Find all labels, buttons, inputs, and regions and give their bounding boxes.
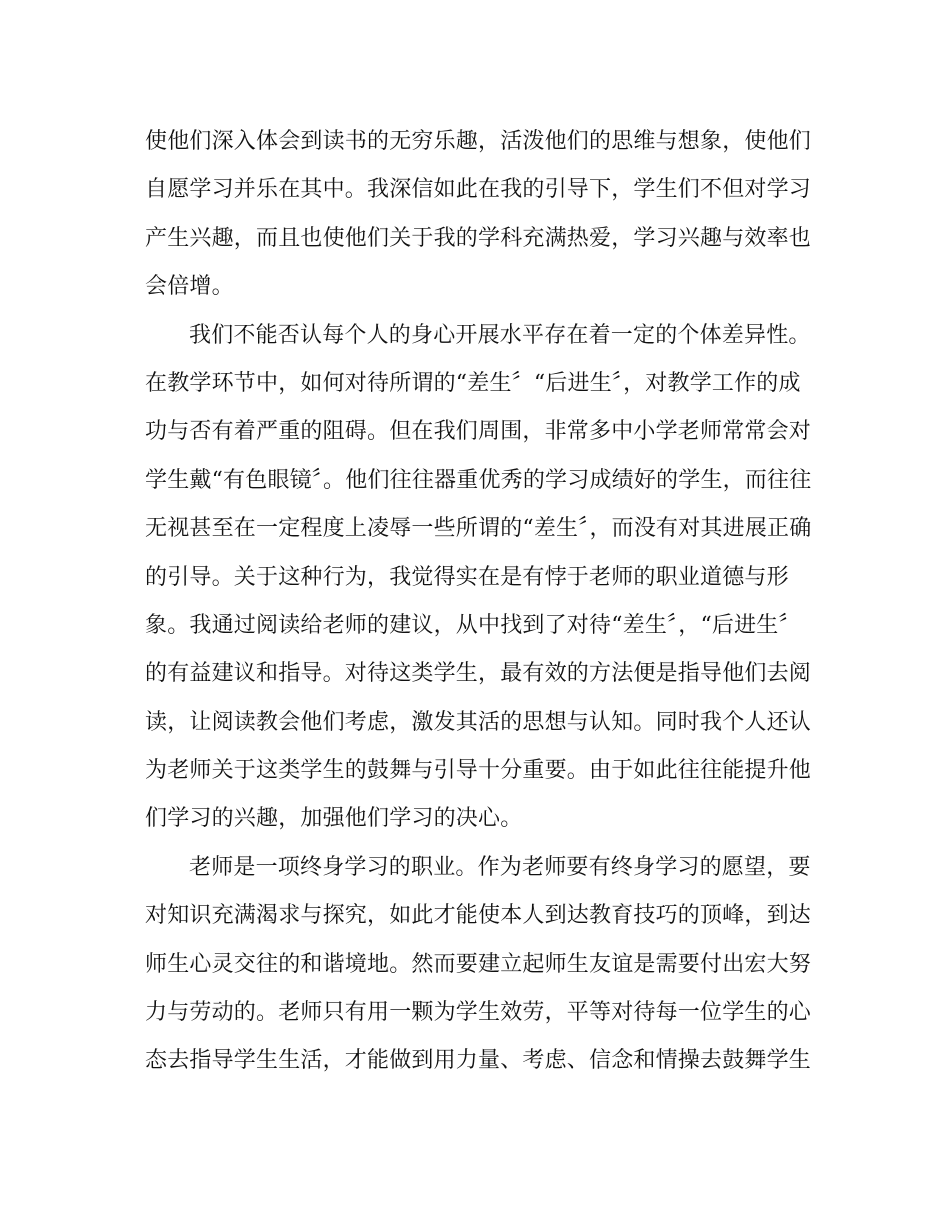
text-line: 自愿学习并乐在其中。我深信如此在我的引导下，学生们不但对学习 bbox=[145, 177, 812, 203]
text-line: 力与劳动的。老师只有用一颗为学生效劳，平等对待每一位学生的心 bbox=[145, 1000, 812, 1026]
text-line: 们学习的兴趣，加强他们学习的决心。 bbox=[145, 806, 523, 832]
text-line: 为老师关于这类学生的鼓舞与引导十分重要。由于如此往往能提升他 bbox=[145, 758, 812, 784]
text-line: 象。我通过阅读给老师的建议，从中找到了对待“差生〞，“后进生〞 bbox=[145, 612, 801, 638]
text-line: 产生兴趣，而且也使他们关于我的学科充满热爱，学习兴趣与效率也 bbox=[145, 225, 812, 251]
body-text bbox=[145, 118, 815, 1086]
paragraph-first-line: 老师是一项终身学习的职业。作为老师要有终身学习的愿望，要 bbox=[189, 854, 811, 880]
text-line: 学生戴“有色眼镜〞。他们往往器重优秀的学习成绩好的学生，而往往 bbox=[145, 467, 812, 493]
paragraph-first-line: 我们不能否认每个人的身心开展水平存在着一定的个体差异性。 bbox=[189, 322, 811, 348]
text-line: 无视甚至在一定程度上凌辱一些所谓的“差生〞，而没有对其进展正确 bbox=[145, 516, 812, 542]
text-line: 在教学环节中，如何对待所谓的“差生〞“后进生〞，对教学工作的成 bbox=[145, 370, 801, 396]
text-line: 的有益建议和指导。对待这类学生，最有效的方法便是指导他们去阅 bbox=[145, 661, 812, 687]
text-line: 态去指导学生生活，才能做到用力量、考虑、信念和情操去鼓舞学生 bbox=[145, 1048, 812, 1074]
text-line: 读，让阅读教会他们考虑，激发其活的思想与认知。同时我个人还认 bbox=[145, 709, 812, 735]
text-line: 会倍增。 bbox=[145, 274, 234, 300]
text-line: 师生心灵交往的和谐境地。然而要建立起师生友谊是需要付出宏大努 bbox=[145, 951, 812, 977]
text-line: 使他们深入体会到读书的无穷乐趣，活泼他们的思维与想象，使他们 bbox=[145, 129, 812, 154]
text-line: 功与否有着严重的阻碍。但在我们周围，非常多中小学老师常常会对 bbox=[145, 419, 812, 445]
text-line: 对知识充满渴求与探究，如此才能使本人到达教育技巧的顶峰，到达 bbox=[145, 903, 812, 929]
text-line: 的引导。关于这种行为，我觉得实在是有悖于老师的职业道德与形 bbox=[145, 564, 789, 590]
